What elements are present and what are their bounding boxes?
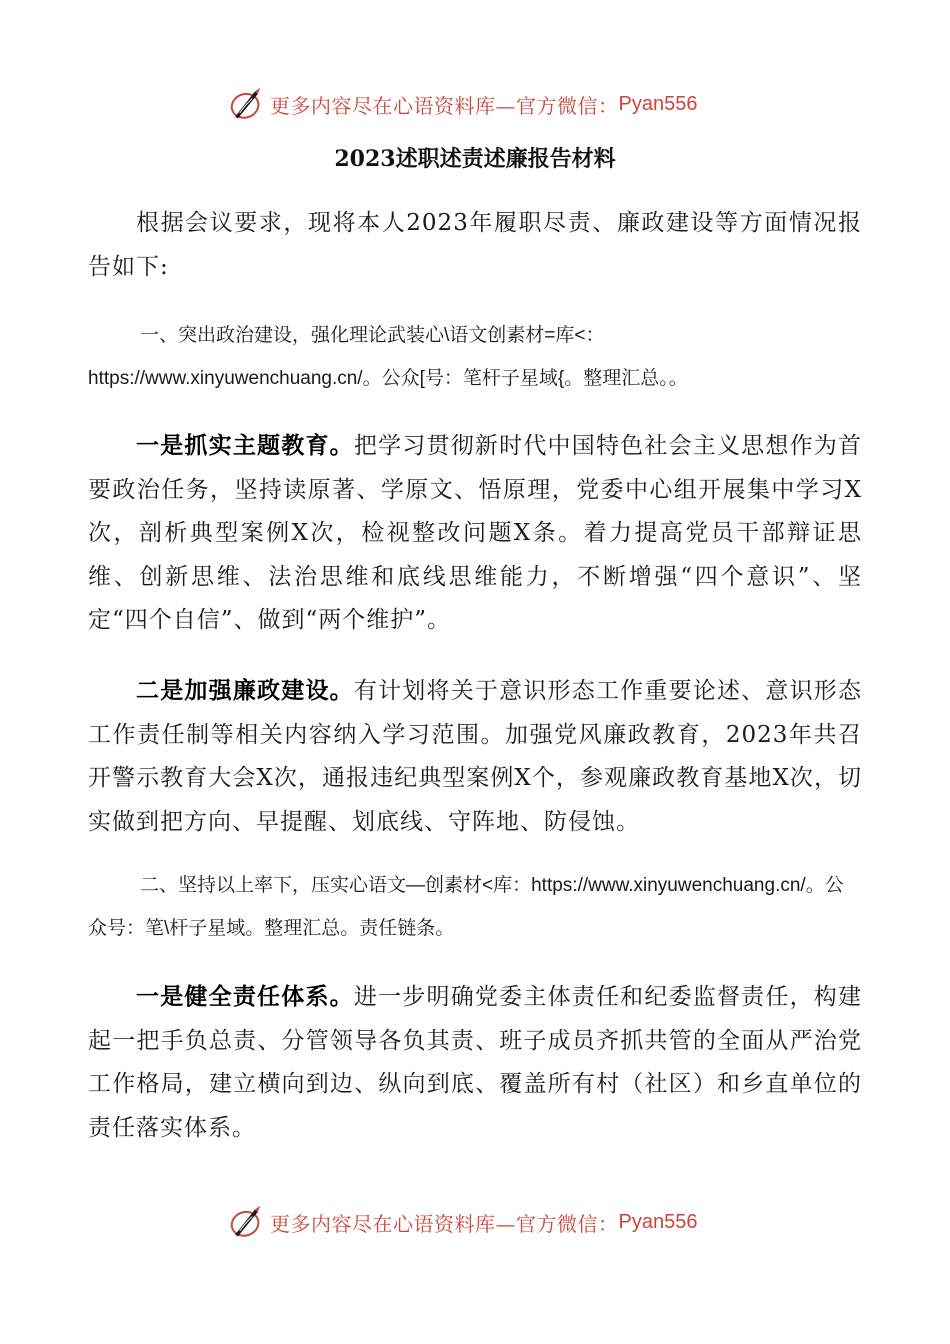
section-1-item-2 [88, 669, 862, 844]
document-title: 2023述职述责述廉报告材料 [334, 146, 616, 172]
section-1-heading: 一、突出政治建设，强化理论武装心\语文创素材=库<：https://www.xinyuwenchuang.cn/。公众[号：笔杆子星域{。整理汇总。。 [88, 325, 688, 389]
banner-text: 更多内容尽在心语资料库—官方微信： [270, 1211, 619, 1236]
quill-pen-logo-icon [228, 1204, 264, 1240]
item-body: 有计划将关于意识形态工作重要论述、意识形态工作责任制等相关内容纳入学习范围。加强党风廉政教育，2023年共召开警示教育大会X次，通报违纪典型案例X个，参观廉政教育基地X次，切实做到把方向、早提醒、划底线、守阵地、防侵蚀。 [88, 678, 863, 835]
section-2-heading: 二、坚持以上率下，压实心语文—创素材<库：https://www.xinyuwenchuang.cn/。公众号：笔\杆子星域。整理汇总。责任链条。 [88, 875, 844, 939]
banner-wechat-id: Pyan556 [618, 1210, 698, 1233]
header-watermark-banner [228, 84, 697, 124]
quill-pen-logo-icon [228, 86, 264, 122]
banner-wechat-id: Pyan556 [618, 92, 698, 115]
section-1-item-1 [88, 424, 862, 643]
section-2-item-1 [88, 975, 862, 1150]
item-body: 进一步明确党委主体责任和纪委监督责任，构建起一把手负总责、分管领导各负其责、班子成员齐抓共管的全面从严治党工作格局，建立横向到边、纵向到底、覆盖所有村（社区）和乡直单位的责任落实体系。 [88, 984, 863, 1141]
item-lead: 一是健全责任体系。 [136, 983, 354, 1010]
footer-watermark-banner [228, 1202, 697, 1242]
intro-paragraph: 根据会议要求，现将本人2023年履职尽责、廉政建设等方面情况报告如下: [88, 210, 862, 280]
banner-text: 更多内容尽在心语资料库—官方微信： [270, 93, 619, 118]
item-lead: 二是加强廉政建设。 [136, 677, 354, 704]
item-body: 把学习贯彻新时代中国特色社会主义思想作为首要政治任务，坚持读原著、学原文、悟原理，党委中心组开展集中学习X次，剖析典型案例X次，检视整改问题X条。着力提高党员干部辩证思维、创新思维、法治思维和底线思维能力，不断增强“四个意识”、坚定“四个自信”、做到“两个维护”。 [88, 433, 863, 633]
item-lead: 一是抓实主题教育。 [136, 432, 354, 459]
